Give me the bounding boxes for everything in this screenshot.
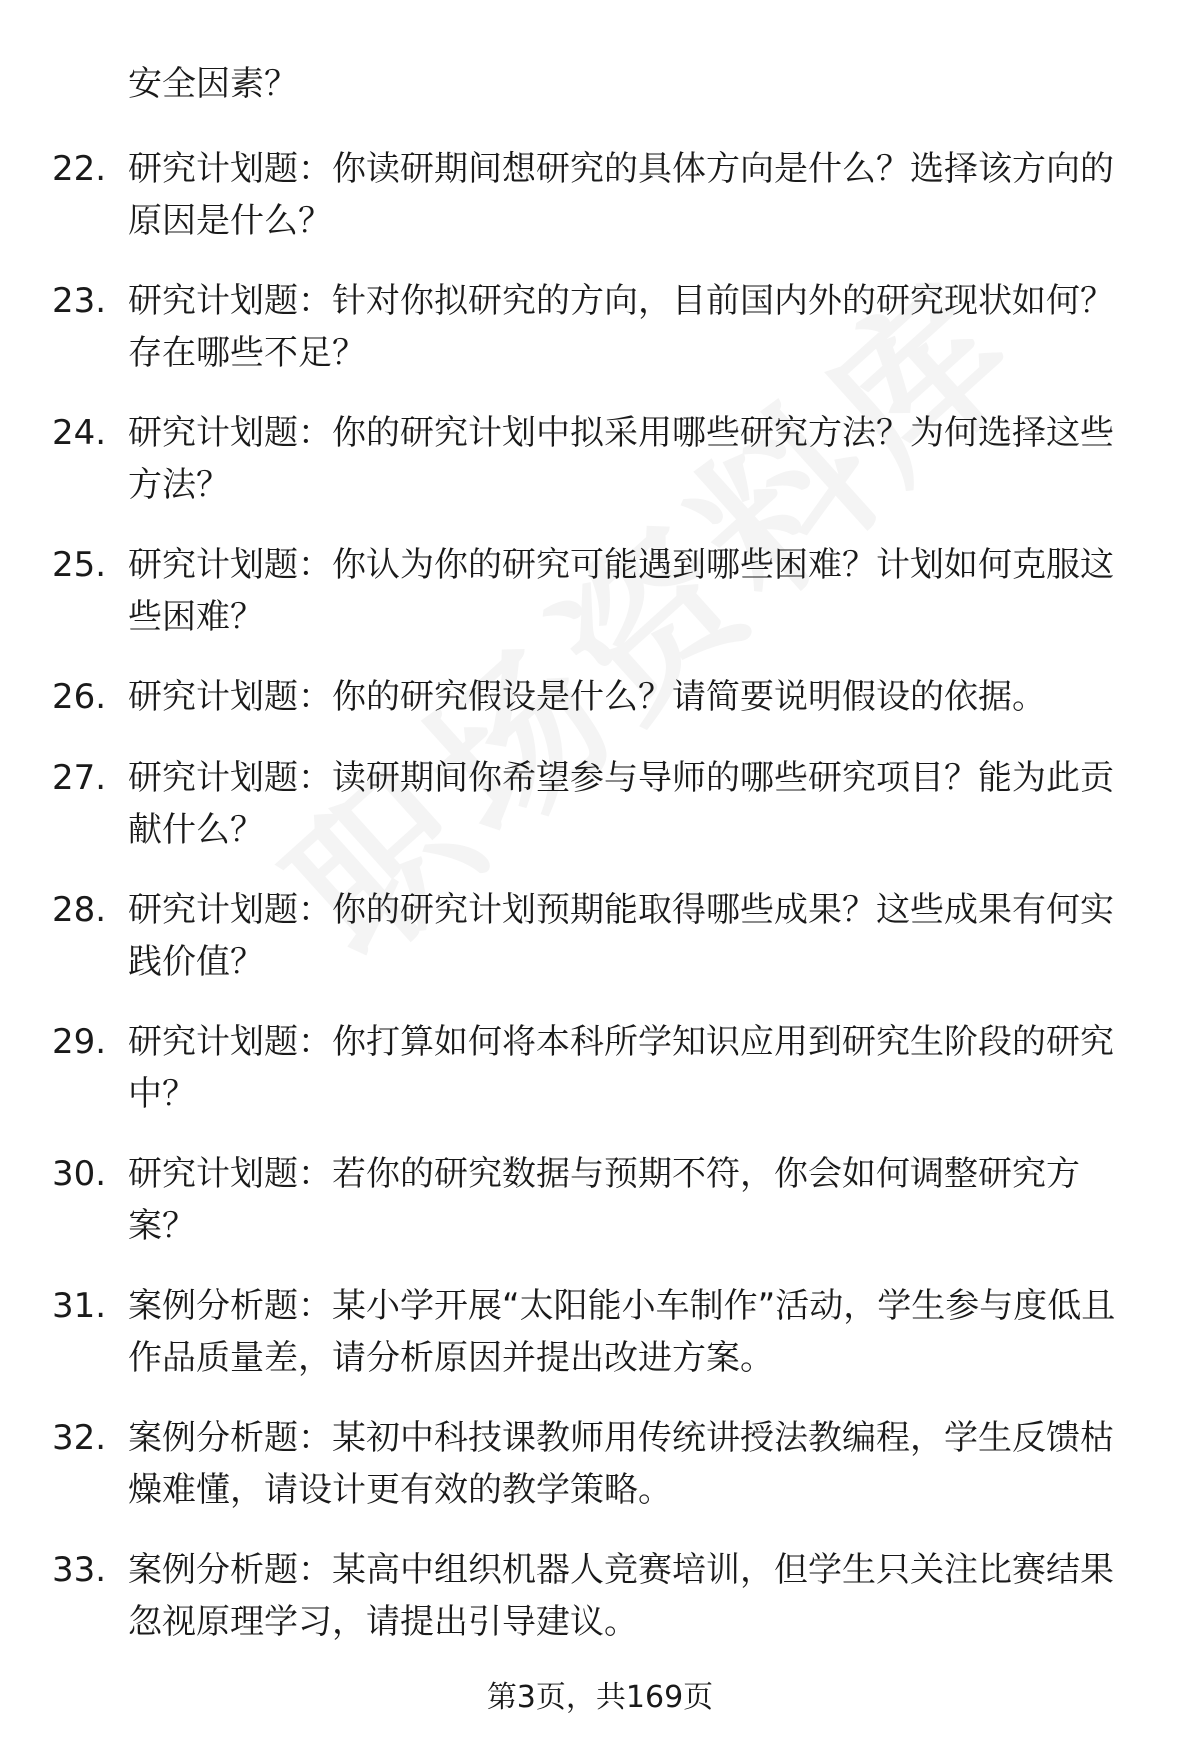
- question-item-22: [0, 143, 1200, 275]
- question-text: 研究计划题：针对你拟研究的方向，目前国内外的研究现状如何？存在哪些不足？: [128, 281, 1114, 373]
- question-number: 24.: [52, 413, 107, 453]
- question-number: 27.: [52, 758, 107, 798]
- question-text: 研究计划题：你的研究计划中拟采用哪些研究方法？为何选择这些方法？: [128, 413, 1114, 505]
- question-item-31: [0, 1280, 1200, 1412]
- question-item-29: [0, 1016, 1200, 1148]
- question-item-30: [0, 1148, 1200, 1280]
- question-text: 研究计划题：你认为你的研究可能遇到哪些困难？计划如何克服这些困难？: [128, 545, 1114, 637]
- page-footer: 第3页，共169页: [486, 1680, 714, 1715]
- question-item-28: [0, 884, 1200, 1016]
- question-list: [0, 143, 1200, 1676]
- question-text: 案例分析题：某初中科技课教师用传统讲授法教编程，学生反馈枯燥难懂，请设计更有效的教学策略。: [128, 1418, 1114, 1510]
- question-item-27: [0, 752, 1200, 884]
- question-number: 29.: [52, 1022, 107, 1062]
- question-item-32: [0, 1412, 1200, 1544]
- question-number: 23.: [52, 281, 107, 321]
- question-text: 案例分析题：某小学开展“太阳能小车制作”活动，学生参与度低且作品质量差，请分析原因并提出改进方案。: [128, 1286, 1116, 1378]
- question-item-24: [0, 407, 1200, 539]
- question-item-25: [0, 539, 1200, 671]
- question-number: 31.: [52, 1286, 107, 1326]
- question-number: 28.: [52, 890, 107, 930]
- question-number: 30.: [52, 1154, 107, 1194]
- question-text: 研究计划题：你读研期间想研究的具体方向是什么？选择该方向的原因是什么？: [128, 149, 1114, 241]
- question-number: 26.: [52, 677, 107, 717]
- question-text: 案例分析题：某高中组织机器人竞赛培训，但学生只关注比赛结果忽视原理学习，请提出引导建议。: [128, 1550, 1114, 1642]
- question-number: 22.: [52, 149, 107, 189]
- question-item-23: [0, 275, 1200, 407]
- question-text: 研究计划题：你打算如何将本科所学知识应用到研究生阶段的研究中？: [128, 1022, 1114, 1114]
- question-item-33: [0, 1544, 1200, 1676]
- question-text: 研究计划题：你的研究计划预期能取得哪些成果？这些成果有何实践价值？: [128, 890, 1114, 982]
- question-item-26: [0, 671, 1200, 752]
- question-number: 25.: [52, 545, 107, 585]
- continuation-text: 安全因素？: [128, 64, 298, 104]
- question-number: 33.: [52, 1550, 107, 1590]
- question-text: 研究计划题：若你的研究数据与预期不符，你会如何调整研究方案？: [128, 1154, 1080, 1246]
- question-text: 研究计划题：你的研究假设是什么？请简要说明假设的依据。: [128, 677, 1046, 717]
- question-number: 32.: [52, 1418, 107, 1458]
- question-text: 研究计划题：读研期间你希望参与导师的哪些研究项目？能为此贡献什么？: [128, 758, 1114, 850]
